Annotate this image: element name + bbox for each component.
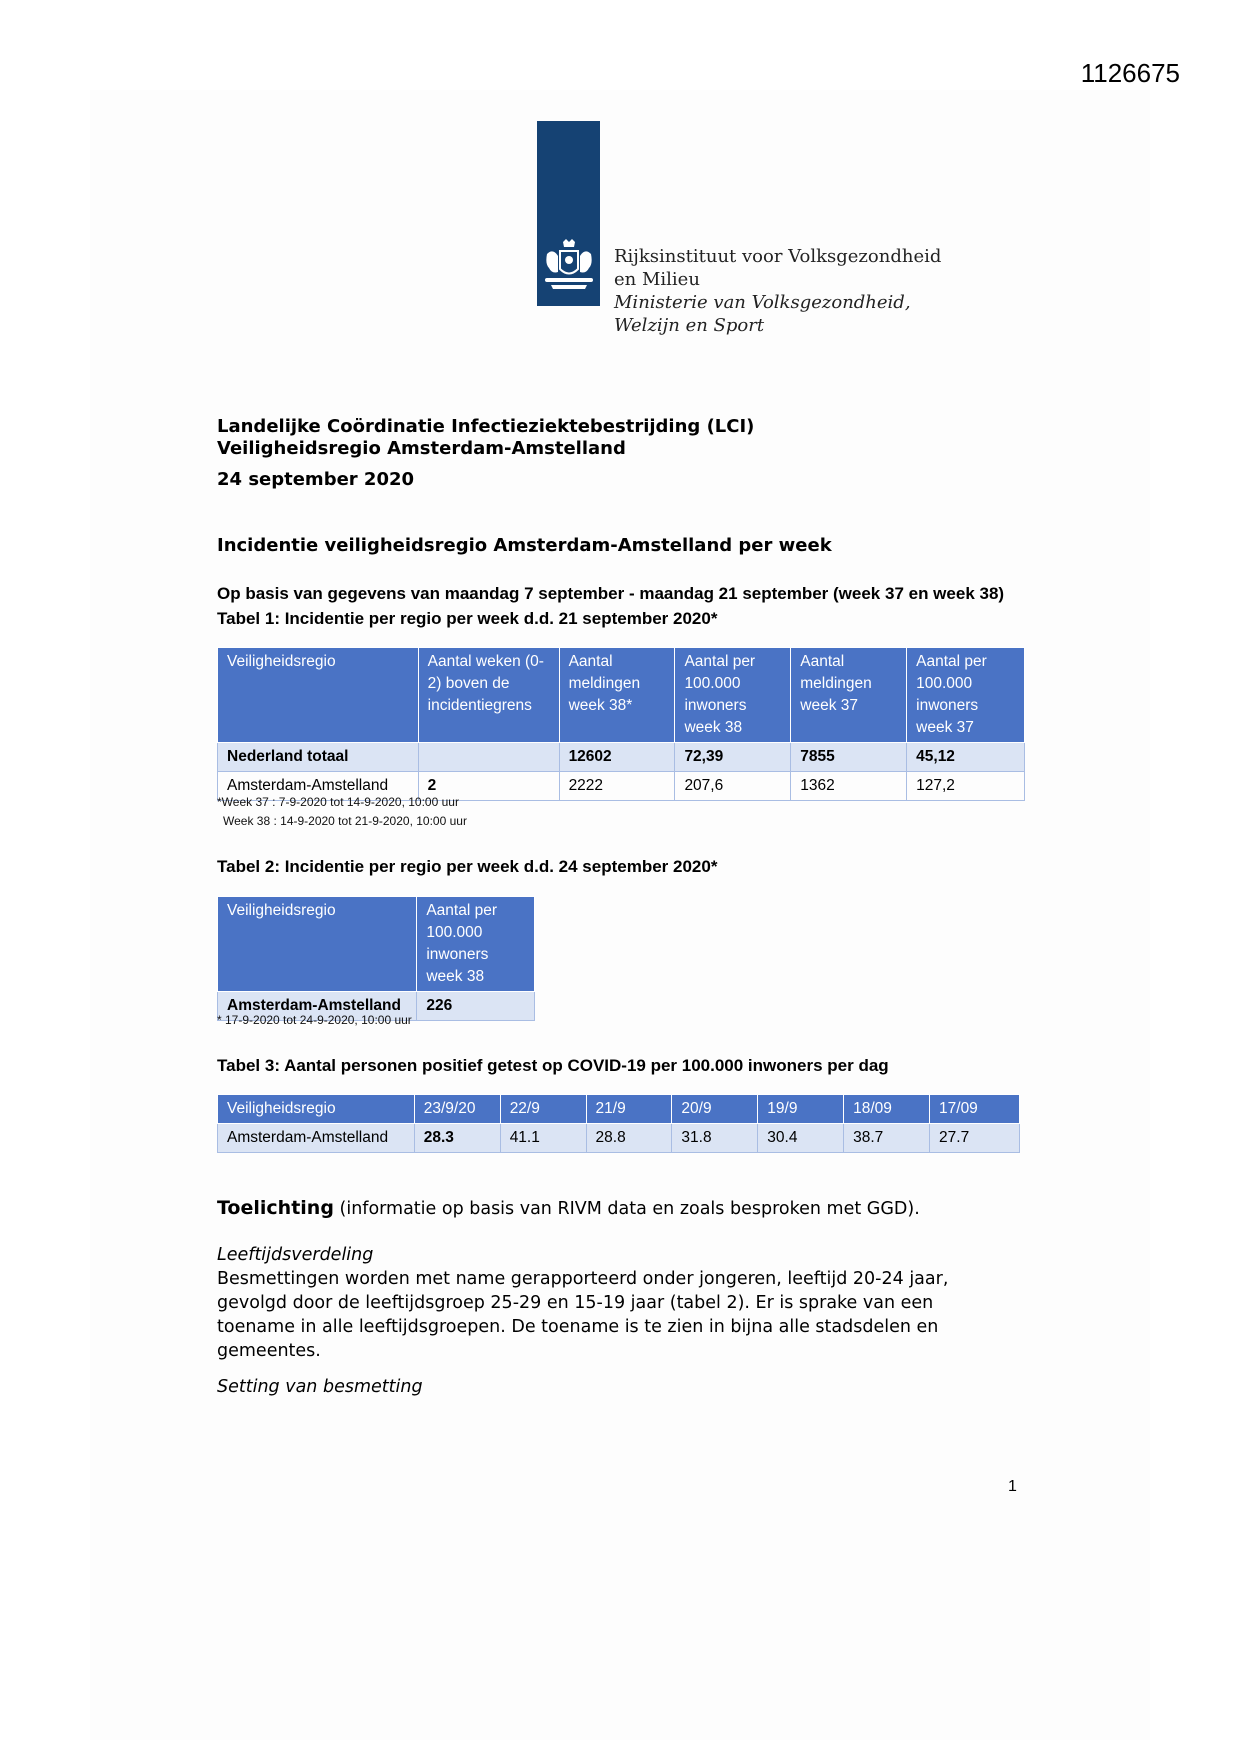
table-cell: Amsterdam-Amstelland: [218, 992, 417, 1021]
org-line-4: Welzijn en Sport: [614, 315, 765, 336]
header-date: 24 september 2020: [217, 469, 415, 490]
incidence-table-2: [217, 896, 535, 1021]
table-header-cell: Aantal meldingen week 37: [791, 648, 907, 743]
toelichting-title: Toelichting: [217, 1197, 334, 1219]
org-line-1: Rijksinstituut voor Volksgezondheid: [614, 246, 942, 267]
table-cell: 30.4: [758, 1124, 844, 1153]
table-cell: 12602: [559, 743, 675, 772]
table-cell: 226: [417, 992, 535, 1021]
header-lci: Landelijke Coördinatie Infectieziektebestrijding (LCI): [217, 416, 755, 437]
org-line-3: Ministerie van Volksgezondheid,: [614, 292, 911, 313]
table-cell: 28.3: [414, 1124, 500, 1153]
table-cell: 2222: [559, 772, 675, 801]
setting-subheading: Setting van besmetting: [217, 1377, 423, 1397]
document-number: 1126675: [1080, 58, 1180, 88]
table1-footnote-week37: *Week 37 : 7-9-2020 tot 14-9-2020, 10:00 uur: [217, 795, 459, 809]
royal-crest-icon: [541, 238, 597, 298]
toelichting-subtitle: (informatie op basis van RIVM data en zoals besproken met GGD).: [339, 1199, 920, 1219]
table-header-row: [218, 1095, 1020, 1124]
table-header-cell: Aantal per 100.000 inwoners week 38: [675, 648, 791, 743]
table-cell: [418, 743, 559, 772]
table-header-cell: Veiligheidsregio: [218, 897, 417, 992]
table-cell: 2: [418, 772, 559, 801]
toelichting-heading: [217, 1196, 1007, 1221]
table-cell: 72,39: [675, 743, 791, 772]
org-line-2: en Milieu: [614, 269, 700, 290]
table-header-cell: 22/9: [500, 1095, 586, 1124]
table-cell: 27.7: [930, 1124, 1020, 1153]
table-cell: Amsterdam-Amstelland: [218, 1124, 415, 1153]
table-header-cell: 18/09: [844, 1095, 930, 1124]
table-header-row: [218, 897, 535, 992]
table-header-cell: Aantal per 100.000 inwoners week 37: [907, 648, 1025, 743]
intro-text: Op basis van gegevens van maandag 7 september - maandag 21 september (week 37 en week 38): [217, 584, 1005, 603]
table-cell: 41.1: [500, 1124, 586, 1153]
header-region: Veiligheidsregio Amsterdam-Amstelland: [217, 438, 626, 459]
table-header-cell: Veiligheidsregio: [218, 648, 419, 743]
section-title: Incidentie veiligheidsregio Amsterdam-Amstelland per week: [217, 535, 832, 556]
table-cell: 31.8: [672, 1124, 758, 1153]
table-cell: 38.7: [844, 1124, 930, 1153]
organisation-name: [614, 245, 941, 337]
table-header-cell: 21/9: [586, 1095, 672, 1124]
table-cell: 207,6: [675, 772, 791, 801]
leeftijd-paragraph: Besmettingen worden met name gerapporteerd onder jongeren, leeftijd 20-24 jaar, gevolgd door de leeftijdsgroep 25-29 en 15-19 jaar (tabel 2). Er is sprake van een toename in alle leeftijdsgroepen. De toename is te zien in bijna alle stadsdelen en gemeentes.: [217, 1269, 949, 1361]
table-cell: 45,12: [907, 743, 1025, 772]
table1-caption: Tabel 1: Incidentie per regio per week d.d. 21 september 2020*: [217, 609, 718, 628]
table-cell: 127,2: [907, 772, 1025, 801]
table-cell: Nederland totaal: [218, 743, 419, 772]
daily-positive-table: [217, 1094, 1020, 1153]
table3-caption: Tabel 3: Aantal personen positief getest op COVID-19 per 100.000 inwoners per dag: [217, 1056, 889, 1075]
table-header-cell: 23/9/20: [414, 1095, 500, 1124]
table-cell: 28.8: [586, 1124, 672, 1153]
table-header-cell: Aantal weken (0-2) boven de incidentiegrens: [418, 648, 559, 743]
table1-footnote-week38: Week 38 : 14-9-2020 tot 21-9-2020, 10:00 uur: [223, 814, 467, 828]
leeftijd-subheading: Leeftijdsverdeling: [217, 1245, 374, 1265]
table-header-cell: Aantal per 100.000 inwoners week 38: [417, 897, 535, 992]
table-cell: Amsterdam-Amstelland: [218, 772, 419, 801]
table-header-cell: Aantal meldingen week 38*: [559, 648, 675, 743]
table-header-row: [218, 648, 1025, 743]
incidence-table-1: [217, 647, 1025, 801]
table-header-cell: 17/09: [930, 1095, 1020, 1124]
table-cell: 1362: [791, 772, 907, 801]
table-row: [218, 743, 1025, 772]
table-cell: 7855: [791, 743, 907, 772]
table-header-cell: 20/9: [672, 1095, 758, 1124]
table2-footnote: * 17-9-2020 tot 24-9-2020, 10:00 uur: [217, 1013, 412, 1027]
page-number: 1: [1008, 1478, 1017, 1495]
table-header-cell: Veiligheidsregio: [218, 1095, 415, 1124]
table-header-cell: 19/9: [758, 1095, 844, 1124]
table-row: [218, 1124, 1020, 1153]
table2-caption: Tabel 2: Incidentie per regio per week d.d. 24 september 2020*: [217, 857, 718, 876]
